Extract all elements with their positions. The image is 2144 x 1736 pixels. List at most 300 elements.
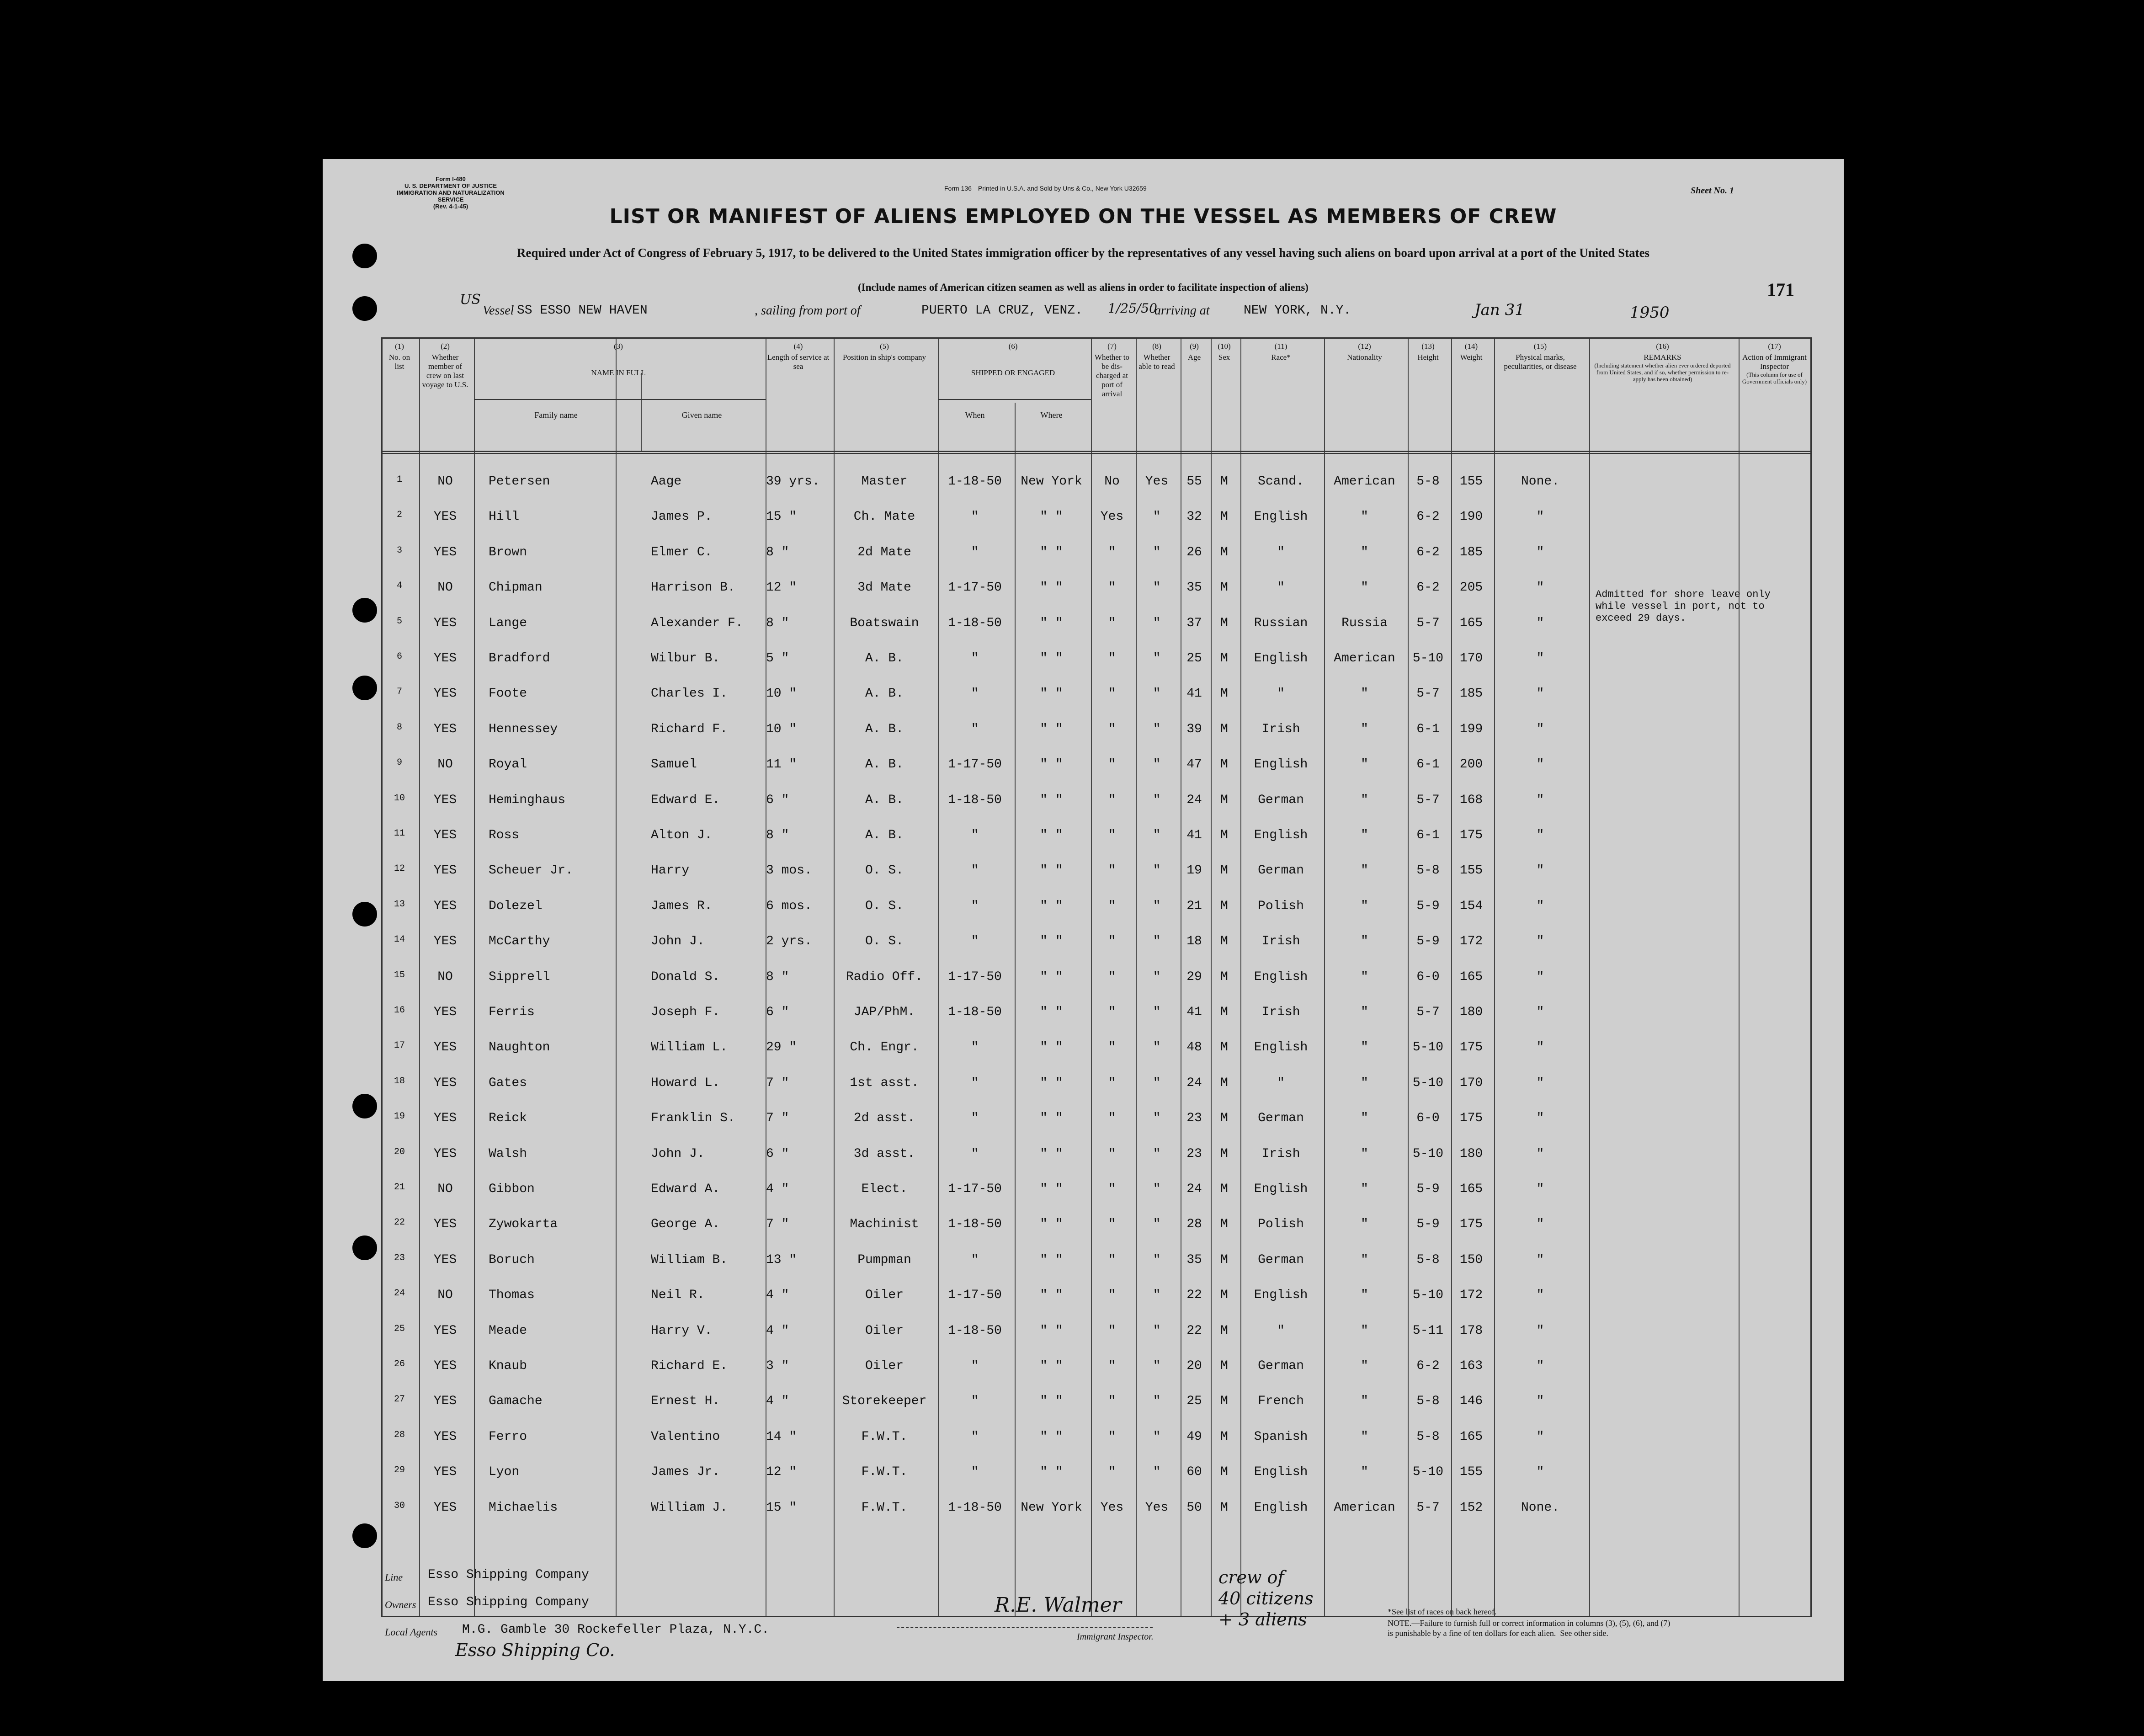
- cell-no: 27: [394, 1394, 405, 1405]
- cell-given: Ernest H.: [651, 1394, 720, 1409]
- cell-sex: M: [1220, 1146, 1228, 1161]
- cell-height: 5-9: [1416, 1217, 1440, 1232]
- cell-family: Lange: [489, 616, 527, 630]
- cell-no: 14: [394, 934, 405, 945]
- cell-nationality: ": [1361, 687, 1368, 701]
- cell-position: 3d asst.: [853, 1146, 915, 1161]
- cell-service: 6 mos.: [766, 899, 812, 913]
- cell-sex: M: [1220, 545, 1228, 559]
- form-identifier: Form I-480 U. S. DEPARTMENT OF JUSTICE IMMIGRATION AND NATURALIZATION SERVICE (Rev. 4-1-45): [397, 176, 505, 210]
- cell-when: ": [971, 1359, 979, 1373]
- cell-nationality: ": [1361, 1394, 1368, 1409]
- races-note: *See list of races on back hereof.: [1388, 1607, 1497, 1616]
- cell-nationality: ": [1361, 1465, 1368, 1480]
- cell-position: F.W.T.: [861, 1429, 908, 1444]
- cell-position: Machinist: [850, 1217, 919, 1232]
- cell-weight: 154: [1459, 899, 1483, 913]
- port-from: PUERTO LA CRUZ, VENZ.: [921, 304, 1083, 318]
- cell-where: " ": [1040, 1040, 1063, 1055]
- cell-weight: 180: [1459, 1146, 1483, 1161]
- cell-marks: ": [1536, 580, 1544, 595]
- cell-last: YES: [433, 687, 457, 701]
- cell-family: Dolezel: [489, 899, 543, 913]
- cell-last: YES: [433, 722, 457, 736]
- column-subheader: Family name: [534, 410, 578, 420]
- cell-weight: 146: [1459, 1394, 1483, 1409]
- cell-height: 5-9: [1416, 934, 1440, 949]
- cell-height: 6-2: [1416, 545, 1440, 559]
- cell-given: William B.: [651, 1252, 728, 1267]
- cell-no: 29: [394, 1465, 405, 1476]
- cell-sex: M: [1220, 863, 1228, 878]
- cell-discharged: ": [1108, 828, 1116, 842]
- cell-service: 5 ": [766, 651, 789, 666]
- cell-where: " ": [1040, 1429, 1063, 1444]
- cell-height: 5-7: [1416, 1500, 1440, 1515]
- cell-discharged: ": [1108, 899, 1116, 913]
- cell-when: ": [971, 1394, 979, 1409]
- cell-discharged: ": [1108, 1076, 1116, 1090]
- cell-weight: 163: [1459, 1359, 1483, 1373]
- cell-no: 24: [394, 1288, 405, 1299]
- cell-marks: ": [1536, 545, 1544, 559]
- cell-discharged: ": [1108, 1465, 1116, 1480]
- cell-sex: M: [1220, 1076, 1228, 1090]
- cell-nationality: ": [1361, 863, 1368, 878]
- cell-where: " ": [1040, 651, 1063, 666]
- cell-when: ": [971, 1465, 979, 1480]
- cell-given: Joseph F.: [651, 1005, 720, 1019]
- cell-sex: M: [1220, 1111, 1228, 1126]
- cell-age: 37: [1186, 616, 1202, 630]
- cell-when: ": [971, 651, 979, 666]
- cell-age: 25: [1186, 651, 1202, 666]
- cell-nationality: ": [1361, 545, 1368, 559]
- cell-age: 41: [1186, 687, 1202, 701]
- sail-date: 1/25/50: [1108, 301, 1157, 316]
- handwritten-crew-note: crew of 40 citizens + 3 aliens: [1218, 1567, 1314, 1629]
- cell-given: Harry V.: [651, 1323, 713, 1338]
- cell-where: " ": [1040, 1111, 1063, 1126]
- cell-when: ": [971, 899, 979, 913]
- cell-where: " ": [1040, 969, 1063, 984]
- punch-hole: [352, 676, 377, 700]
- cell-race: English: [1254, 1182, 1308, 1196]
- column-header: (5) Position in ship's company: [842, 342, 926, 362]
- cell-position: Ch. Engr.: [850, 1040, 919, 1055]
- cell-given: Donald S.: [651, 969, 720, 984]
- cell-age: 24: [1186, 793, 1202, 807]
- cell-service: 8 ": [766, 545, 789, 559]
- cell-when: ": [971, 828, 979, 842]
- cell-height: 5-8: [1416, 1252, 1440, 1267]
- cell-nationality: ": [1361, 1005, 1368, 1019]
- cell-weight: 150: [1459, 1252, 1483, 1267]
- cell-discharged: Yes: [1100, 510, 1124, 524]
- cell-family: Chipman: [489, 580, 543, 595]
- cell-discharged: ": [1108, 1217, 1116, 1232]
- cell-no: 8: [396, 722, 402, 733]
- cell-given: Richard F.: [651, 722, 728, 736]
- cell-service: 8 ": [766, 616, 789, 630]
- cell-height: 5-7: [1416, 1005, 1440, 1019]
- cell-sex: M: [1220, 757, 1228, 772]
- cell-marks: ": [1536, 1429, 1544, 1444]
- cell-position: A. B.: [865, 687, 904, 701]
- cell-last: YES: [433, 616, 457, 630]
- cell-marks: ": [1536, 1111, 1544, 1126]
- cell-service: 12 ": [766, 580, 797, 595]
- cell-position: Boatswain: [850, 616, 919, 630]
- cell-no: 20: [394, 1146, 405, 1157]
- cell-sex: M: [1220, 1217, 1228, 1232]
- cell-service: 6 ": [766, 1005, 789, 1019]
- cell-service: 10 ": [766, 722, 797, 736]
- cell-family: Ferris: [489, 1005, 535, 1019]
- cell-position: F.W.T.: [861, 1465, 908, 1480]
- handwritten-agent: Esso Shipping Co.: [455, 1640, 615, 1660]
- footer-line: Esso Shipping Company: [428, 1568, 589, 1582]
- cell-service: 15 ": [766, 1500, 797, 1515]
- footer-owners: Esso Shipping Company: [428, 1595, 589, 1609]
- cell-race: German: [1258, 1111, 1304, 1126]
- cell-marks: ": [1536, 969, 1544, 984]
- cell-race: Spanish: [1254, 1429, 1308, 1444]
- cell-read: Yes: [1145, 1500, 1169, 1515]
- cell-position: Storekeeper: [842, 1394, 927, 1409]
- cell-height: 5-8: [1416, 1394, 1440, 1409]
- cell-when: 1-17-50: [948, 757, 1002, 772]
- cell-position: Pumpman: [857, 1252, 911, 1267]
- cell-sex: M: [1220, 722, 1228, 736]
- cell-no: 18: [394, 1076, 405, 1086]
- cell-sex: M: [1220, 1005, 1228, 1019]
- cell-sex: M: [1220, 510, 1228, 524]
- cell-service: 12 ": [766, 1465, 797, 1480]
- cell-age: 18: [1186, 934, 1202, 949]
- cell-read: ": [1153, 863, 1161, 878]
- cell-last: NO: [437, 1182, 453, 1196]
- cell-last: YES: [433, 1076, 457, 1090]
- cell-read: ": [1153, 1359, 1161, 1373]
- cell-last: YES: [433, 793, 457, 807]
- cell-marks: ": [1536, 863, 1544, 878]
- cell-read: ": [1153, 1182, 1161, 1196]
- cell-weight: 172: [1459, 1288, 1483, 1303]
- cell-no: 26: [394, 1359, 405, 1369]
- cell-family: Naughton: [489, 1040, 550, 1055]
- cell-read: ": [1153, 1323, 1161, 1338]
- cell-family: Hill: [489, 510, 520, 524]
- cell-nationality: ": [1361, 934, 1368, 949]
- cell-position: Master: [861, 474, 908, 489]
- cell-last: NO: [437, 1288, 453, 1303]
- cell-given: Neil R.: [651, 1288, 705, 1303]
- cell-marks: ": [1536, 1323, 1544, 1338]
- cell-race: English: [1254, 1288, 1308, 1303]
- cell-no: 12: [394, 863, 405, 874]
- cell-race: Irish: [1261, 722, 1300, 736]
- cell-position: A. B.: [865, 828, 904, 842]
- cell-discharged: ": [1108, 1323, 1116, 1338]
- cell-position: Radio Off.: [846, 969, 923, 984]
- cell-sex: M: [1220, 793, 1228, 807]
- cell-when: 1-18-50: [948, 1217, 1002, 1232]
- cell-no: 17: [394, 1040, 405, 1051]
- cell-height: 5-10: [1412, 1076, 1444, 1090]
- column-header: (17) Action of Immigrant Inspector (This column for use of Government officials only): [1742, 342, 1807, 385]
- cell-family: Knaub: [489, 1359, 527, 1373]
- cell-discharged: ": [1108, 934, 1116, 949]
- column-subheader: Where: [1040, 410, 1063, 420]
- cell-age: 32: [1186, 510, 1202, 524]
- cell-position: Ch. Mate: [853, 510, 915, 524]
- cell-discharged: ": [1108, 969, 1116, 984]
- cell-marks: ": [1536, 1252, 1544, 1267]
- cell-read: ": [1153, 1040, 1161, 1055]
- cell-height: 5-10: [1412, 651, 1444, 666]
- cell-given: James R.: [651, 899, 713, 913]
- cell-race: English: [1254, 651, 1308, 666]
- cell-last: YES: [433, 510, 457, 524]
- cell-weight: 152: [1459, 1500, 1483, 1515]
- cell-height: 5-9: [1416, 899, 1440, 913]
- cell-last: YES: [433, 1394, 457, 1409]
- cell-sex: M: [1220, 651, 1228, 666]
- cell-family: McCarthy: [489, 934, 550, 949]
- cell-given: Harrison B.: [651, 580, 735, 595]
- cell-no: 4: [396, 580, 402, 591]
- cell-discharged: ": [1108, 1288, 1116, 1303]
- cell-no: 28: [394, 1429, 405, 1440]
- cell-where: " ": [1040, 722, 1063, 736]
- cell-height: 6-0: [1416, 1111, 1440, 1126]
- cell-family: Boruch: [489, 1252, 535, 1267]
- cell-where: " ": [1040, 1394, 1063, 1409]
- cell-when: 1-18-50: [948, 1500, 1002, 1515]
- cell-height: 5-7: [1416, 687, 1440, 701]
- signature-line: [897, 1627, 1153, 1628]
- cell-service: 3 mos.: [766, 863, 812, 878]
- inspector-label: Immigrant Inspector.: [1077, 1632, 1154, 1642]
- punch-hole: [352, 902, 377, 927]
- cell-when: ": [971, 1146, 979, 1161]
- cell-age: 26: [1186, 545, 1202, 559]
- cell-age: 35: [1186, 580, 1202, 595]
- cell-no: 11: [394, 828, 405, 839]
- cell-family: Gibbon: [489, 1182, 535, 1196]
- cell-service: 39 yrs.: [766, 474, 820, 489]
- cell-when: ": [971, 934, 979, 949]
- cell-discharged: ": [1108, 616, 1116, 630]
- cell-age: 39: [1186, 722, 1202, 736]
- cell-read: ": [1153, 1111, 1161, 1126]
- cell-marks: ": [1536, 1005, 1544, 1019]
- remark-row-4: Admitted for shore leave only while vessel in port, not to exceed 29 days.: [1596, 589, 1771, 624]
- cell-age: 25: [1186, 1394, 1202, 1409]
- cell-height: 5-11: [1412, 1323, 1444, 1338]
- cell-discharged: ": [1108, 1005, 1116, 1019]
- cell-nationality: ": [1361, 793, 1368, 807]
- cell-no: 5: [396, 616, 402, 627]
- column-header: (14) Weight: [1460, 342, 1483, 362]
- cell-family: Lyon: [489, 1465, 520, 1480]
- cell-when: 1-18-50: [948, 1005, 1002, 1019]
- cell-height: 6-2: [1416, 510, 1440, 524]
- cell-height: 5-10: [1412, 1288, 1444, 1303]
- cell-discharged: ": [1108, 722, 1116, 736]
- cell-age: 19: [1186, 863, 1202, 878]
- cell-where: " ": [1040, 1465, 1063, 1480]
- cell-family: Bradford: [489, 651, 550, 666]
- cell-position: A. B.: [865, 651, 904, 666]
- cell-race: German: [1258, 793, 1304, 807]
- cell-family: Thomas: [489, 1288, 535, 1303]
- cell-position: O. S.: [865, 899, 904, 913]
- column-header: (7) Whether to be dis-charged at port of arrival: [1095, 342, 1129, 398]
- cell-family: Reick: [489, 1111, 527, 1126]
- cell-sex: M: [1220, 1323, 1228, 1338]
- cell-sex: M: [1220, 1040, 1228, 1055]
- cell-no: 23: [394, 1252, 405, 1263]
- cell-race: ": [1277, 1076, 1285, 1090]
- cell-discharged: ": [1108, 651, 1116, 666]
- cell-last: YES: [433, 545, 457, 559]
- cell-service: 8 ": [766, 969, 789, 984]
- cell-marks: ": [1536, 1040, 1544, 1055]
- cell-race: German: [1258, 1252, 1304, 1267]
- cell-weight: 205: [1459, 580, 1483, 595]
- cell-last: NO: [437, 757, 453, 772]
- cell-weight: 180: [1459, 1005, 1483, 1019]
- cell-read: ": [1153, 1288, 1161, 1303]
- cell-read: ": [1153, 1217, 1161, 1232]
- footer-owners-label: Owners: [385, 1599, 416, 1610]
- cell-race: ": [1277, 545, 1285, 559]
- cell-no: 16: [394, 1005, 405, 1016]
- cell-height: 6-2: [1416, 1359, 1440, 1373]
- cell-race: Irish: [1261, 934, 1300, 949]
- punch-hole: [352, 1523, 377, 1548]
- cell-discharged: ": [1108, 1359, 1116, 1373]
- cell-service: 3 ": [766, 1359, 789, 1373]
- cell-family: Foote: [489, 687, 527, 701]
- vessel-annotation: US: [460, 292, 481, 308]
- cell-where: " ": [1040, 1359, 1063, 1373]
- cell-service: 29 ": [766, 1040, 797, 1055]
- cell-given: Richard E.: [651, 1359, 728, 1373]
- cell-given: John J.: [651, 934, 705, 949]
- cell-marks: ": [1536, 828, 1544, 842]
- cell-last: YES: [433, 1323, 457, 1338]
- cell-discharged: No: [1104, 474, 1120, 489]
- cell-no: 1: [396, 474, 402, 485]
- cell-family: Royal: [489, 757, 527, 772]
- cell-where: " ": [1040, 1076, 1063, 1090]
- cell-race: ": [1277, 580, 1285, 595]
- cell-age: 48: [1186, 1040, 1202, 1055]
- cell-no: 30: [394, 1500, 405, 1511]
- cell-given: Alexander F.: [651, 616, 743, 630]
- cell-nationality: American: [1334, 474, 1395, 489]
- column-header: (15) Physical marks, peculiarities, or disease: [1504, 342, 1577, 371]
- cell-service: 10 ": [766, 687, 797, 701]
- subtitle: Required under Act of Congress of February 5, 1917, to be delivered to the United States immigration officer by the representatives of any vessel having such aliens on board upon arrival at a port of the United States: [516, 246, 1650, 260]
- cell-where: New York: [1021, 1500, 1082, 1515]
- cell-marks: ": [1536, 687, 1544, 701]
- cell-sex: M: [1220, 1288, 1228, 1303]
- cell-position: 2d asst.: [853, 1111, 915, 1126]
- cell-age: 24: [1186, 1182, 1202, 1196]
- cell-read: ": [1153, 1429, 1161, 1444]
- cell-position: Oiler: [865, 1288, 904, 1303]
- cell-family: Brown: [489, 545, 527, 559]
- cell-age: 41: [1186, 828, 1202, 842]
- cell-when: ": [971, 545, 979, 559]
- port-to: NEW YORK, N.Y.: [1244, 304, 1351, 318]
- cell-read: ": [1153, 1252, 1161, 1267]
- cell-nationality: ": [1361, 757, 1368, 772]
- column-header: (11) Race*: [1271, 342, 1291, 362]
- cell-sex: M: [1220, 828, 1228, 842]
- cell-nationality: ": [1361, 510, 1368, 524]
- cell-weight: 165: [1459, 969, 1483, 984]
- cell-age: 23: [1186, 1111, 1202, 1126]
- cell-when: 1-18-50: [948, 474, 1002, 489]
- cell-where: " ": [1040, 687, 1063, 701]
- column-header: (12) Nationality: [1347, 342, 1382, 362]
- cell-nationality: American: [1334, 1500, 1395, 1515]
- cell-discharged: ": [1108, 757, 1116, 772]
- cell-age: 50: [1186, 1500, 1202, 1515]
- cell-marks: ": [1536, 1288, 1544, 1303]
- cell-when: ": [971, 1252, 979, 1267]
- cell-family: Walsh: [489, 1146, 527, 1161]
- cell-nationality: ": [1361, 1288, 1368, 1303]
- cell-race: ": [1277, 1323, 1285, 1338]
- cell-last: YES: [433, 828, 457, 842]
- cell-nationality: ": [1361, 1217, 1368, 1232]
- cell-race: English: [1254, 757, 1308, 772]
- cell-race: German: [1258, 863, 1304, 878]
- cell-position: A. B.: [865, 757, 904, 772]
- cell-position: F.W.T.: [861, 1500, 908, 1515]
- column-subheader: Given name: [681, 410, 722, 420]
- cell-given: Alton J.: [651, 828, 713, 842]
- cell-given: Howard L.: [651, 1076, 720, 1090]
- cell-age: 35: [1186, 1252, 1202, 1267]
- cell-service: 4 ": [766, 1182, 789, 1196]
- cell-weight: 155: [1459, 1465, 1483, 1480]
- cell-discharged: Yes: [1100, 1500, 1124, 1515]
- cell-sex: M: [1220, 1182, 1228, 1196]
- cell-where: " ": [1040, 934, 1063, 949]
- cell-nationality: ": [1361, 899, 1368, 913]
- cell-service: 14 ": [766, 1429, 797, 1444]
- cell-read: ": [1153, 828, 1161, 842]
- cell-discharged: ": [1108, 1394, 1116, 1409]
- punch-hole: [352, 1235, 377, 1260]
- cell-discharged: ": [1108, 1146, 1116, 1161]
- cell-no: 13: [394, 899, 405, 910]
- vessel-name: SS ESSO NEW HAVEN: [517, 304, 648, 318]
- cell-discharged: ": [1108, 1111, 1116, 1126]
- cell-where: " ": [1040, 1288, 1063, 1303]
- column-header: (4) Length of service at sea: [767, 342, 830, 371]
- cell-where: " ": [1040, 1005, 1063, 1019]
- cell-position: 2d Mate: [857, 545, 911, 559]
- sheet-number: Sheet No. 1: [1691, 186, 1734, 196]
